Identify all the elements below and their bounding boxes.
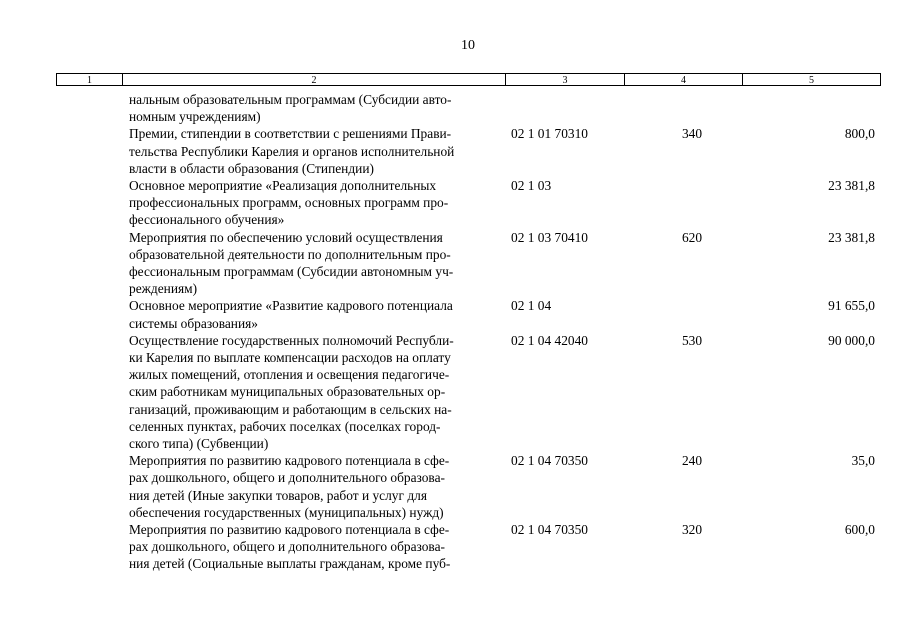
table-row [0,229,905,298]
table-row [0,452,905,521]
row-name: Мероприятия по развитию кадрового потенциала в сфе- рах дошкольного, общего и дополнительного образова- ния детей (Иные закупки товаров, работ и услуг для обеспечения государственных (муниципальных) нужд) [129,453,450,520]
page-number: 10 [461,38,475,53]
header-col-1: 1 [57,74,123,85]
row-code: 02 1 04 [511,298,552,314]
row-name: Основное мероприятие «Развитие кадрового потенциала системы образования» [129,298,453,331]
header-col-4: 4 [625,74,743,85]
table-row [0,91,905,125]
table-body [0,91,905,573]
table-row [0,177,905,229]
row-code: 02 1 03 70410 [511,229,588,245]
header-col-5: 5 [809,75,814,86]
row-code: 02 1 04 70350 [511,453,588,469]
row-code: 02 1 04 70350 [511,522,588,538]
row-name: нальным образовательным программам (Субсидии авто- номным учреждениям) [129,92,452,125]
header-col-3: 3 [506,74,625,85]
row-expense-type: 620 [681,229,703,245]
row-name: Основное мероприятие «Реализация дополнительных профессиональных программ, основных программ про- фессионального обучения» [129,178,449,228]
row-sum: 91 655,0 [828,298,875,314]
row-expense-type: 530 [681,332,703,348]
row-sum: 800,0 [844,126,875,142]
row-name: Мероприятия по развитию кадрового потенциала в сфе- рах дошкольного, общего и дополнительного образова- ния детей (Социальные выплаты гражданам, кроме пуб- [129,522,451,572]
header-col-2: 2 [123,74,506,85]
row-expense-type: 320 [681,522,703,538]
row-sum: 90 000,0 [828,332,875,348]
row-sum: 23 381,8 [828,178,875,194]
row-sum: 600,0 [844,522,875,538]
row-expense-type: 340 [681,126,703,142]
row-name: Премии, стипендии в соответствии с решениями Прави- тельства Республики Карелия и органов исполнительной власти в области образования (Стипендии) [129,126,455,176]
table-row [0,332,905,452]
table-row [0,125,905,177]
row-expense-type: 240 [681,453,703,469]
table-header [56,73,881,86]
row-name: Мероприятия по обеспечению условий осуществления образовательной деятельности по дополнительным про- фессиональным программам (Субсидии автономным уч- реждениям) [129,229,454,297]
row-code: 02 1 03 [511,178,552,194]
table-row [0,297,905,331]
row-sum: 23 381,8 [828,229,875,245]
row-name: Осуществление государственных полномочий Республи- ки Карелия по выплате компенсации расходов на оплату жилых помещений, отопления и освещения педагогиче- ским работникам муниципальных образовательных ор- ганизаций, проживающим и работающим в сельских на- селенных пунктах, рабочих поселках (поселках город- ского типа) (Субвенции) [129,332,454,452]
table-row [0,521,905,573]
row-sum: 35,0 [851,453,875,469]
row-code: 02 1 01 70310 [511,126,588,142]
row-code: 02 1 04 42040 [511,332,588,348]
